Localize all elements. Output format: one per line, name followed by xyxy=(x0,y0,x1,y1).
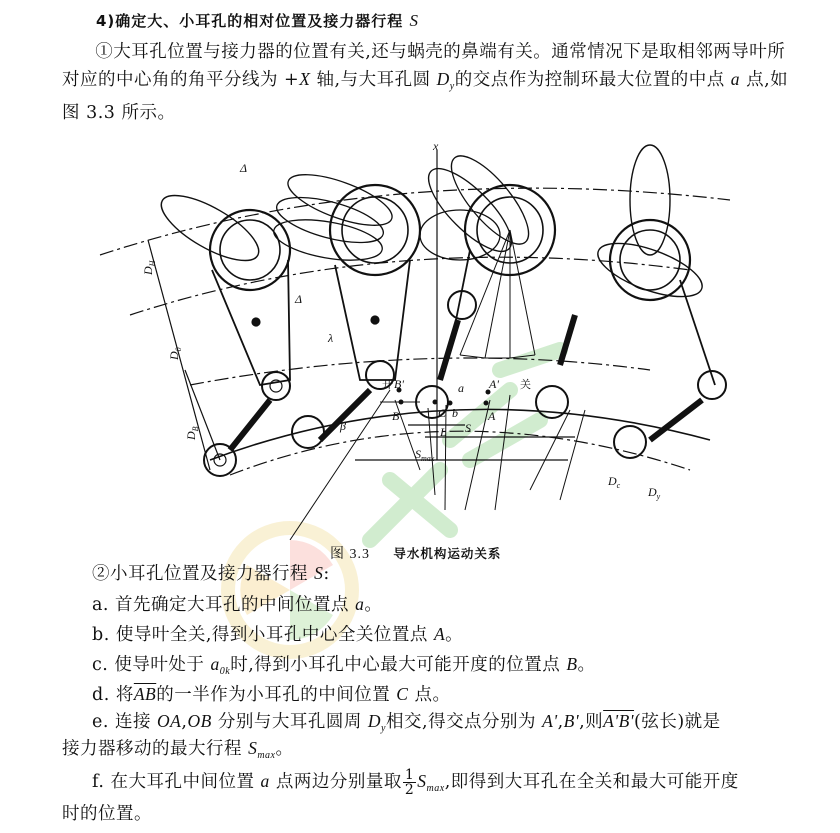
item-e-d: D xyxy=(367,711,382,731)
item-e-line2 xyxy=(62,735,293,761)
fraction-one-half xyxy=(403,768,416,797)
label-delta-top: Δ xyxy=(240,161,248,175)
label-close: 关 xyxy=(520,378,531,391)
item-d-var: C xyxy=(396,684,409,704)
label-x-axis: x xyxy=(433,140,439,153)
frac-den: 2 xyxy=(404,782,415,798)
item-c-text: c. 使导叶处于 xyxy=(92,655,211,675)
label-lambda: λ xyxy=(328,331,334,345)
item-c-var2: B xyxy=(566,654,578,674)
item-e-text-5: (弦长)就是 xyxy=(634,712,721,732)
var-d-sub: y xyxy=(449,81,455,92)
item-c-sub: 0k xyxy=(219,666,231,677)
item-f-line2-text: 时的位置。 xyxy=(62,804,152,824)
label-L: L xyxy=(440,425,447,439)
figure-caption xyxy=(330,543,501,563)
label-D0: $D_0$ xyxy=(167,347,183,360)
item-c-middle: 时,得到小耳孔中心最大可能开度的位置点 xyxy=(230,655,567,675)
item-e-smax-sub: max xyxy=(257,750,276,761)
item-e-text-2: 分别与大耳孔圆周 xyxy=(211,712,368,732)
item-e-line2-suffix: 。 xyxy=(275,739,294,759)
item-e-line2-text: 接力器移动的最大行程 xyxy=(62,739,249,759)
item-c-var: a xyxy=(210,654,220,674)
label-B-prime: B' xyxy=(394,377,404,391)
label-a: a xyxy=(458,381,464,395)
item-e-ap: A' xyxy=(542,711,558,731)
item-e-text-3: 相交,得交点分别为 xyxy=(386,712,543,732)
item-a-text: a. 首先确定大耳孔的中间位置点 xyxy=(92,595,356,615)
para1-text-4: 点,如图 3.3 所示。 xyxy=(62,70,789,123)
label-DB: $D_B$ xyxy=(184,426,200,440)
item-d-overline: $\overline{AB}$ xyxy=(133,684,157,704)
item-b-text: b. 使导叶全关,得到小耳孔中心全关位置点 xyxy=(92,625,434,645)
item-e-text-1: e. 连接 xyxy=(92,712,158,732)
section-heading-text: 4)确定大、小耳孔的相对位置及接力器行程 xyxy=(96,12,404,30)
label-Dy: $D_y$ xyxy=(648,485,661,501)
label-beta: β xyxy=(340,419,346,433)
item-c-suffix: 。 xyxy=(577,655,596,675)
var-x: X xyxy=(299,69,311,89)
para1-text-2: 轴,与大耳孔圆 xyxy=(310,70,437,90)
item-f-text-1: f. 在大耳孔中间位置 xyxy=(92,772,261,792)
label-delta-mid: Δ xyxy=(295,292,303,306)
para1-text-1: ①大耳孔位置与接力器的位置有关,还与蜗壳的鼻端有关。通常情况下是取相邻两导叶所对应的中心角的角平分线为 + xyxy=(62,42,786,90)
item-a-suffix: 。 xyxy=(364,595,383,615)
item-e-ob: OB xyxy=(187,711,212,731)
frac-num: 1 xyxy=(404,767,415,783)
label-open: 开 xyxy=(382,378,393,391)
caption-title: 导水机构运动关系 xyxy=(393,546,502,561)
item-b-var: A xyxy=(433,624,446,644)
item-f-a: a xyxy=(260,771,270,791)
para1-text-3: 的交点作为控制环最大位置的中点 xyxy=(454,70,731,90)
para2-title-suffix: : xyxy=(323,564,330,584)
item-d-middle: 的一半作为小耳孔的中间位置 xyxy=(156,685,397,705)
label-b: b xyxy=(452,406,458,420)
item-e-bp: B' xyxy=(563,711,580,731)
var-d: D xyxy=(436,69,450,89)
para2-title xyxy=(92,560,330,585)
item-d-suffix: 点。 xyxy=(408,685,451,705)
item-e-text-4: ,则 xyxy=(579,712,604,732)
item-e-smax: S xyxy=(248,738,258,758)
var-s: S xyxy=(314,563,324,583)
item-d-text: d. 将 xyxy=(92,685,134,705)
label-A-prime: A' xyxy=(489,377,499,391)
label-Dc: $D_c$ xyxy=(608,474,621,490)
item-f-line2 xyxy=(62,800,152,825)
para2-title-text: ②小耳孔位置及接力器行程 xyxy=(92,564,315,584)
item-f-smax: S xyxy=(417,771,427,791)
item-f-line1 xyxy=(92,768,739,797)
mechanism-diagram xyxy=(90,140,770,540)
item-b xyxy=(92,621,463,646)
item-b-suffix: 。 xyxy=(445,625,464,645)
figure-3-3 xyxy=(90,140,770,540)
item-f-smax-sub: max xyxy=(426,783,445,794)
label-A: A xyxy=(488,409,496,423)
paragraph-1 xyxy=(62,39,802,127)
item-d xyxy=(92,681,451,706)
section-heading-var: S xyxy=(409,11,420,30)
item-e-comma: , xyxy=(181,712,188,732)
section-heading xyxy=(96,10,419,31)
item-a-var: a xyxy=(355,594,365,614)
item-e-chord: A'B' xyxy=(603,711,635,731)
item-e-d-sub: y xyxy=(381,723,386,734)
label-Smax: $S_{max}$ xyxy=(415,447,435,463)
item-a xyxy=(92,591,382,616)
item-e-comma2: , xyxy=(557,712,564,732)
item-e-oa: OA xyxy=(157,711,182,731)
caption-number: 图 3.3 xyxy=(330,547,370,562)
var-a: a xyxy=(730,69,741,89)
label-B: B xyxy=(392,409,400,423)
label-C: C xyxy=(438,406,447,420)
label-S: S xyxy=(465,421,471,435)
item-f-text-3: ,即得到大耳孔在全关和最大可能开度 xyxy=(444,772,739,792)
label-DH: $D_H$ xyxy=(141,260,157,275)
item-f-text-2: 点两边分别量取 xyxy=(269,772,402,792)
item-e-line1 xyxy=(92,708,721,734)
item-c xyxy=(92,651,596,677)
